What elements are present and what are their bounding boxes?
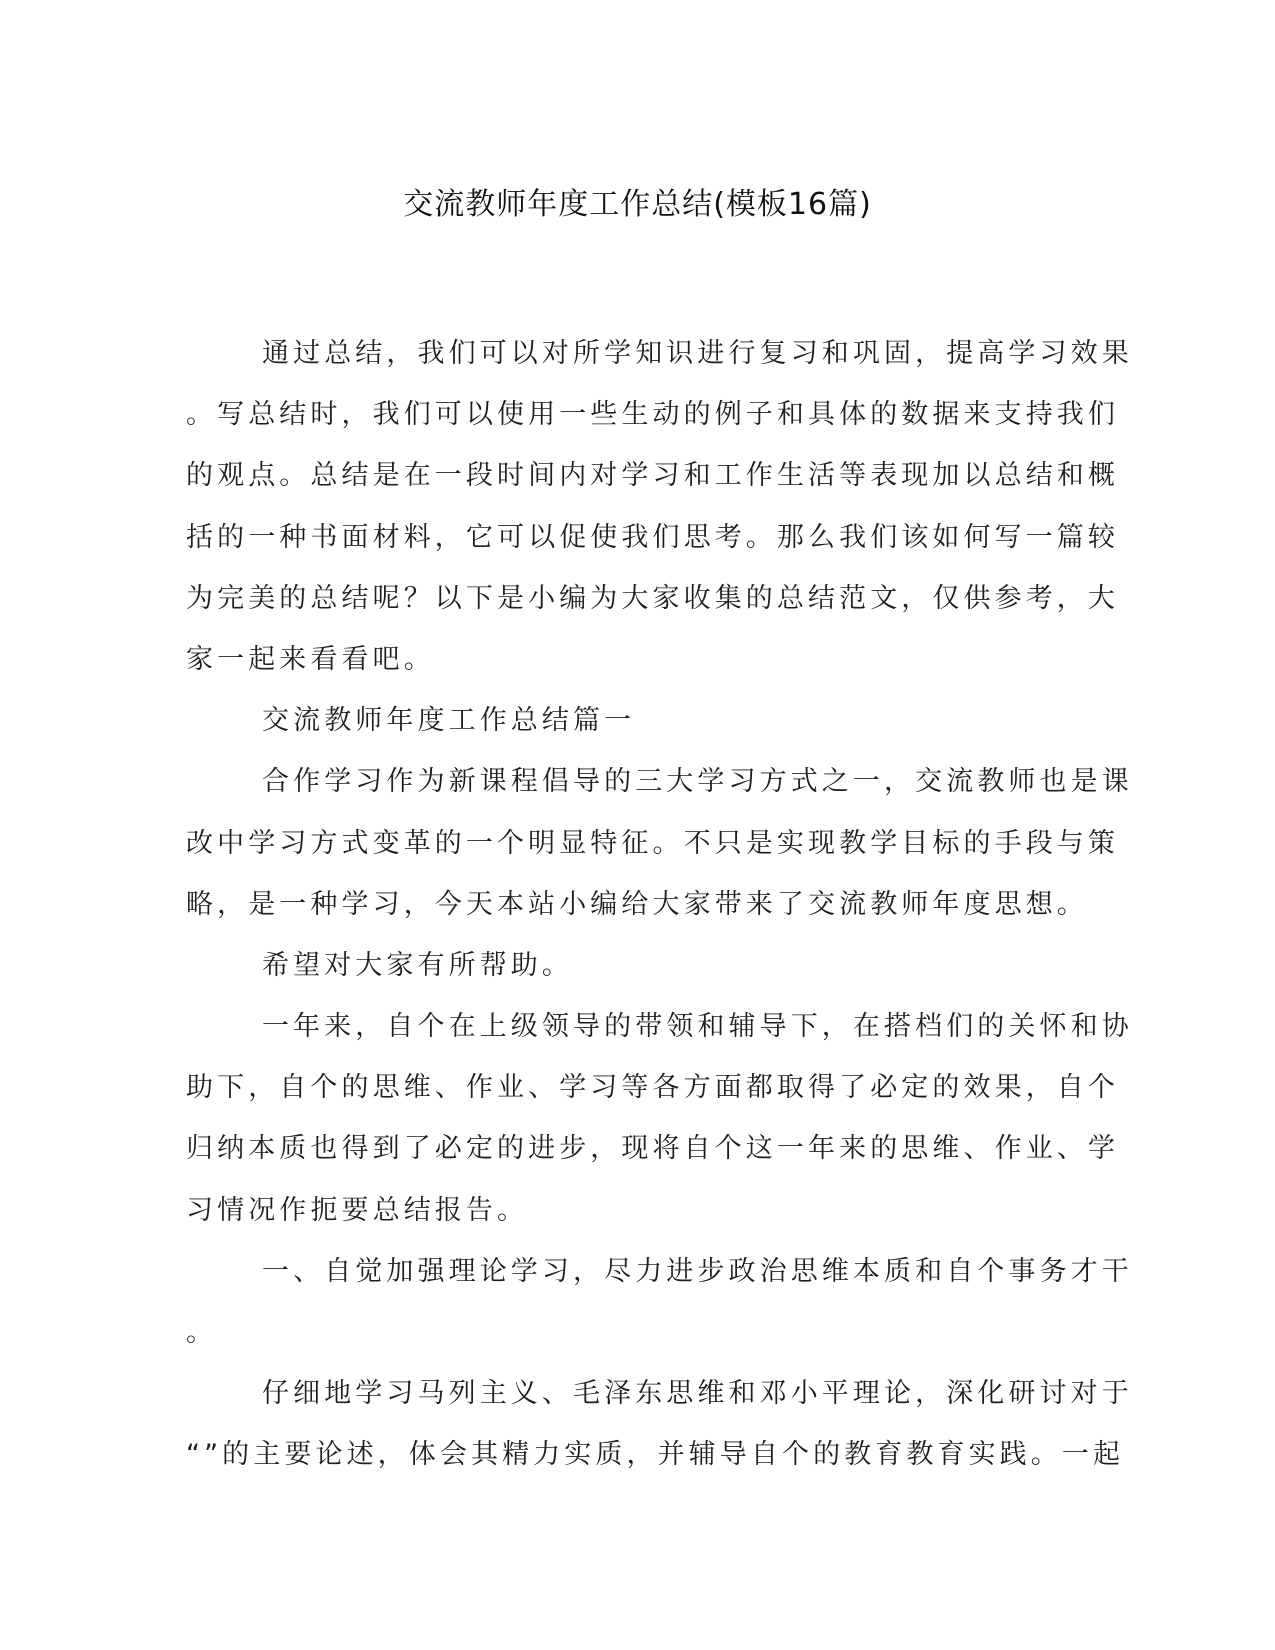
text-line: 略，是一种学习，今天本站小编给大家带来了交流教师年度思想。 xyxy=(186,888,1088,920)
document-body xyxy=(186,323,1133,1486)
text-line: 括的一种书面材料，它可以促使我们思考。那么我们该如何写一篇较 xyxy=(186,521,1119,553)
text-line: 。写总结时，我们可以使用一些生动的例子和具体的数据来支持我们 xyxy=(186,399,1119,431)
text-line: 交流教师年度工作总结篇一 xyxy=(262,705,636,737)
text-line: 通过总结，我们可以对所学知识进行复习和巩固，提高学习效果 xyxy=(262,338,1133,369)
text-line: 的观点。总结是在一段时间内对学习和工作生活等表现加以总结和概 xyxy=(186,460,1119,492)
text-line: 一年来，自个在上级领导的带领和辅导下，在搭档们的关怀和协 xyxy=(262,1011,1133,1043)
text-line: 希望对大家有所帮助。 xyxy=(262,949,573,981)
text-line: 习情况作扼要总结报告。 xyxy=(186,1194,529,1226)
text-line: 归纳本质也得到了必定的进步，现将自个这一年来的思维、作业、学 xyxy=(186,1133,1119,1165)
document-title: 交流教师年度工作总结(模板16篇) xyxy=(403,187,872,222)
text-line: 助下，自个的思维、作业、学习等各方面都取得了必定的效果，自个 xyxy=(186,1072,1119,1104)
text-line: 。 xyxy=(186,1317,218,1348)
text-line: 仔细地学习马列主义、毛泽东思维和邓小平理论，深化研讨对于 xyxy=(262,1378,1133,1410)
text-line: 家一起来看看吧。 xyxy=(186,643,435,675)
text-line: “”的主要论述，体会其精力实质，并辅导自个的教育教育实践。一起 xyxy=(186,1439,1125,1471)
text-line: 合作学习作为新课程倡导的三大学习方式之一，交流教师也是课 xyxy=(262,766,1133,798)
text-line: 为完美的总结呢？以下是小编为大家收集的总结范文，仅供参考，大 xyxy=(186,582,1119,614)
text-line: 改中学习方式变革的一个明显特征。不只是实现教学目标的手段与策 xyxy=(186,827,1119,859)
text-line: 一、自觉加强理论学习，尽力进步政治思维本质和自个事务才干 xyxy=(262,1255,1133,1287)
